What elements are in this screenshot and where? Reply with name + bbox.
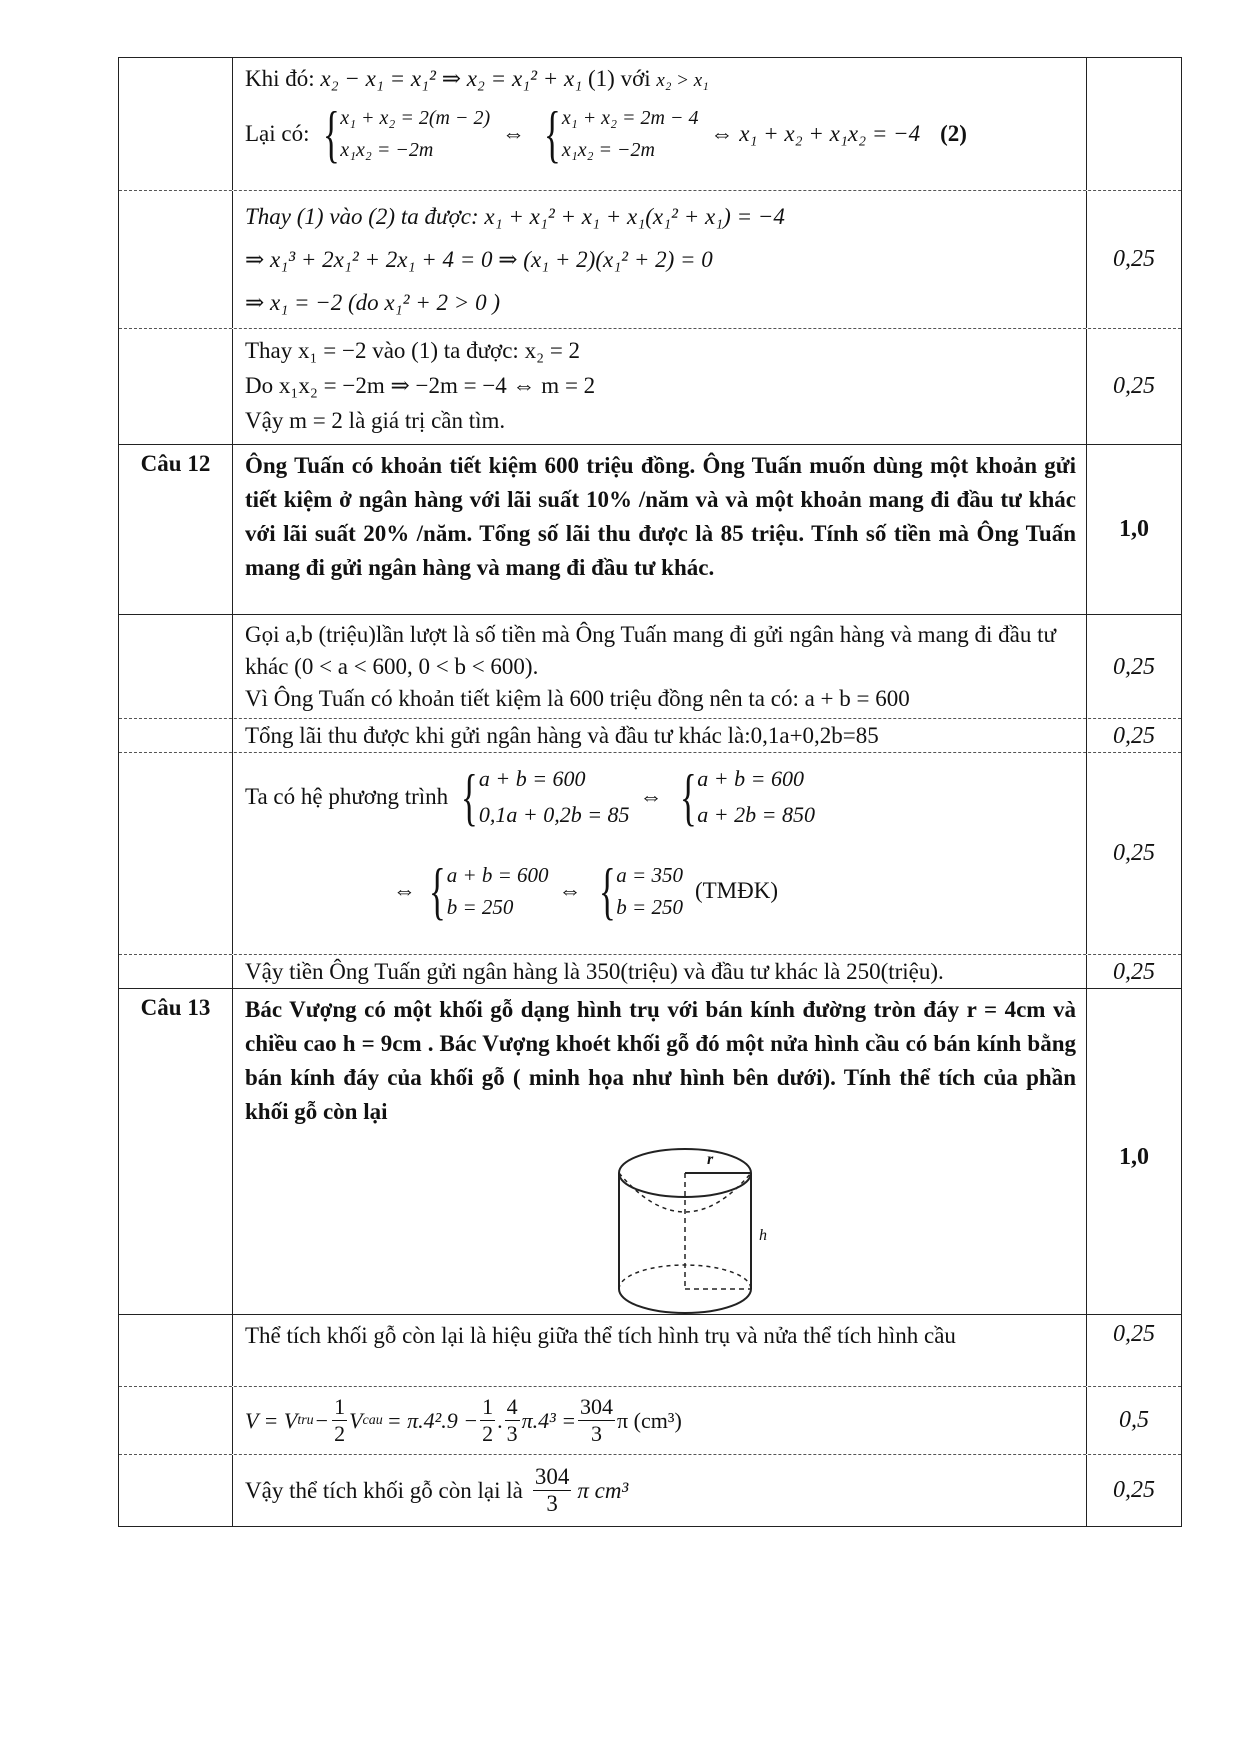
equation-system: { a + b = 600 a + 2b = 850 [679, 761, 815, 832]
text: Lại có: [245, 121, 310, 146]
equation-system: { a + b = 600 0,1a + 0,2b = 85 [461, 761, 630, 832]
score-cell: 0,25 [1113, 1321, 1155, 1347]
formula-line: V = V tru − $\frac{1}{2}$ V cau = π.4².9 − $\frac{1}{2}$ . $\frac{4}{3}$ π.4³ = $\frac{304}{3}$ π (cm³) [233, 1387, 1087, 1454]
equation-system: { x₁ + x₂ = 2m − 4 x₁x₂ = −2m [544, 98, 699, 169]
table-row [119, 1386, 1181, 1454]
conclusion-line: Vậy thể tích khối gỗ còn lại là $\frac{304}{3}$ π cm³ [233, 1455, 1087, 1526]
question-cell [119, 955, 233, 989]
condition-tag: (TMĐK) [694, 878, 778, 903]
question-cell [119, 191, 233, 328]
table-row [119, 190, 1181, 328]
text-line: Gọi a,b (triệu)lần lượt là số tiền mà Ông Tuấn mang đi gửi ngân hàng và mang đi đầu tư khác (0 < a < 600, 0 < b < 600). [245, 622, 1056, 679]
solution-cell [233, 58, 1087, 190]
question-cell [119, 58, 233, 190]
math-expr: ⇔ x₁ + x₂ + x₁x₂ = −4 [710, 121, 921, 146]
equation-system: { a + b = 600 b = 250 [428, 855, 549, 926]
question-cell [119, 753, 233, 954]
question-cell [119, 1315, 233, 1386]
line: Lại có: { x₁ + x₂ = 2(m − 2) x₁x₂ = −2m ⇔ { x₁ + x₂ = 2m − 4 x₁x₂ = −2m ⇔ x₁ + x₂ + x₁x₂ = −4 (2) [245, 98, 967, 169]
table-row [119, 1314, 1181, 1386]
score-cell: 1,0 [1119, 1143, 1149, 1170]
table-row [119, 328, 1181, 444]
height-label: h [759, 1227, 767, 1244]
solution-cell [233, 753, 1087, 954]
score-cell [1087, 58, 1181, 190]
text-line: Vậy m = 2 là giá trị cần tìm. [245, 408, 506, 433]
text-line: Vì Ông Tuấn có khoản tiết kiệm là 600 triệu đồng nên ta có: a + b = 600 [245, 686, 910, 711]
score-cell: 0,25 [1113, 653, 1155, 680]
math-line: Thay x₁ = −2 vào (1) ta được: x₂ = 2 [245, 338, 581, 363]
solution-cell [233, 191, 1087, 328]
text: Ta có hệ phương trình [245, 784, 449, 809]
text: (1) với [588, 66, 651, 91]
table-row [119, 1454, 1181, 1526]
radius-label: r [707, 1151, 714, 1168]
score-cell: 0,25 [1113, 722, 1155, 749]
score-cell: 0,5 [1119, 1407, 1149, 1433]
equation-system: { a = 350 b = 250 [598, 855, 683, 926]
table-row [119, 752, 1181, 954]
question-cell [119, 719, 233, 753]
solution-cell [233, 989, 1087, 1325]
math-line: ⇒ x₁³ + 2x₁² + 2x₁ + 4 = 0 ⇒ (x₁ + 2)(x₁² + 2) = 0 [245, 247, 713, 272]
score-cell: 0,25 [1113, 373, 1155, 399]
line: Ta có hệ phương trình { a + b = 600 0,1a + 0,2b = 85 ⇔ { a + b = 600 a + 2b = 850 [245, 761, 815, 832]
score-cell: 0,25 [1113, 840, 1155, 866]
text-line: Tổng lãi thu được khi gửi ngân hàng và đầu tư khác là:0,1a+0,2b=85 [233, 719, 1087, 753]
equation-system: { x₁ + x₂ = 2(m − 2) x₁x₂ = −2m [322, 98, 491, 169]
score-cell: 1,0 [1119, 516, 1149, 542]
table-row [119, 58, 1181, 190]
line: ⇔ { a + b = 600 b = 250 ⇔ { a = 350 b = 250 (TMĐK) [393, 855, 778, 926]
question-text: Ông Tuấn có khoản tiết kiệm 600 triệu đồng. Ông Tuấn muốn dùng một khoản gửi tiết kiệm ở ngân hàng với lãi suất 10% /năm và và một khoản mang đi đầu tư khác với lãi suất 20% /năm. Tổng số lãi thu được là 85 triệu. Tính số tiền mà Ông Tuấn mang đi gửi ngân hàng và mang đi đầu tư khác. [233, 445, 1087, 614]
question-text: Bác Vượng có một khối gỗ dạng hình trụ với bán kính đường tròn đáy r = 4cm và chiều cao h = 9cm . Bác Vượng khoét khối gỗ đó một nửa hình cầu có bán kính bằng bán kính đáy của khối gỗ ( minh họa như hình bên dưới). Tính thể tích của phần khối gỗ còn lại [245, 997, 1076, 1124]
table-row [119, 954, 1181, 988]
question-cell [119, 1387, 233, 1454]
question-cell [119, 1455, 233, 1526]
line [245, 62, 1076, 98]
equation-tag: (2) [940, 121, 967, 146]
score-cell: 0,25 [1113, 958, 1155, 985]
math-line: Thay (1) vào (2) ta được: x₁ + x₁² + x₁ + x₁(x₁² + x₁) = −4 [245, 204, 785, 229]
question-cell [119, 329, 233, 444]
cylinder-figure [603, 1141, 773, 1321]
text-line: Vậy tiền Ông Tuấn gửi ngân hàng là 350(triệu) và đầu tư khác là 250(triệu). [233, 955, 1087, 989]
answer-table [118, 57, 1182, 1527]
math-expr: x₂ > x₁ [656, 70, 709, 91]
solution-cell [233, 615, 1087, 719]
question-cell [119, 615, 233, 719]
score-cell: 0,25 [1113, 246, 1155, 272]
solution-cell [233, 329, 1087, 444]
table-row [119, 718, 1181, 752]
table-row [119, 614, 1181, 718]
text-line: Thể tích khối gỗ còn lại là hiệu giữa thể tích hình trụ và nửa thể tích hình cầu [233, 1315, 1087, 1386]
table-row [119, 988, 1181, 1314]
math-line: ⇒ x₁ = −2 (do x₁² + 2 > 0 ) [245, 290, 500, 315]
math-expr: x₂ − x₁ = x₁² ⇒ x₂ = x₁² + x₁ [320, 66, 583, 91]
question-label: Câu 12 [119, 445, 233, 614]
cylinder-diagram [603, 1141, 773, 1321]
question-label: Câu 13 [119, 989, 233, 1325]
score-cell: 0,25 [1113, 1477, 1155, 1503]
table-row [119, 444, 1181, 614]
math-line: Do x₁x₂ = −2m ⇒ −2m = −4 ⇔ m = 2 [245, 373, 596, 398]
text: Khi đó: [245, 66, 315, 91]
